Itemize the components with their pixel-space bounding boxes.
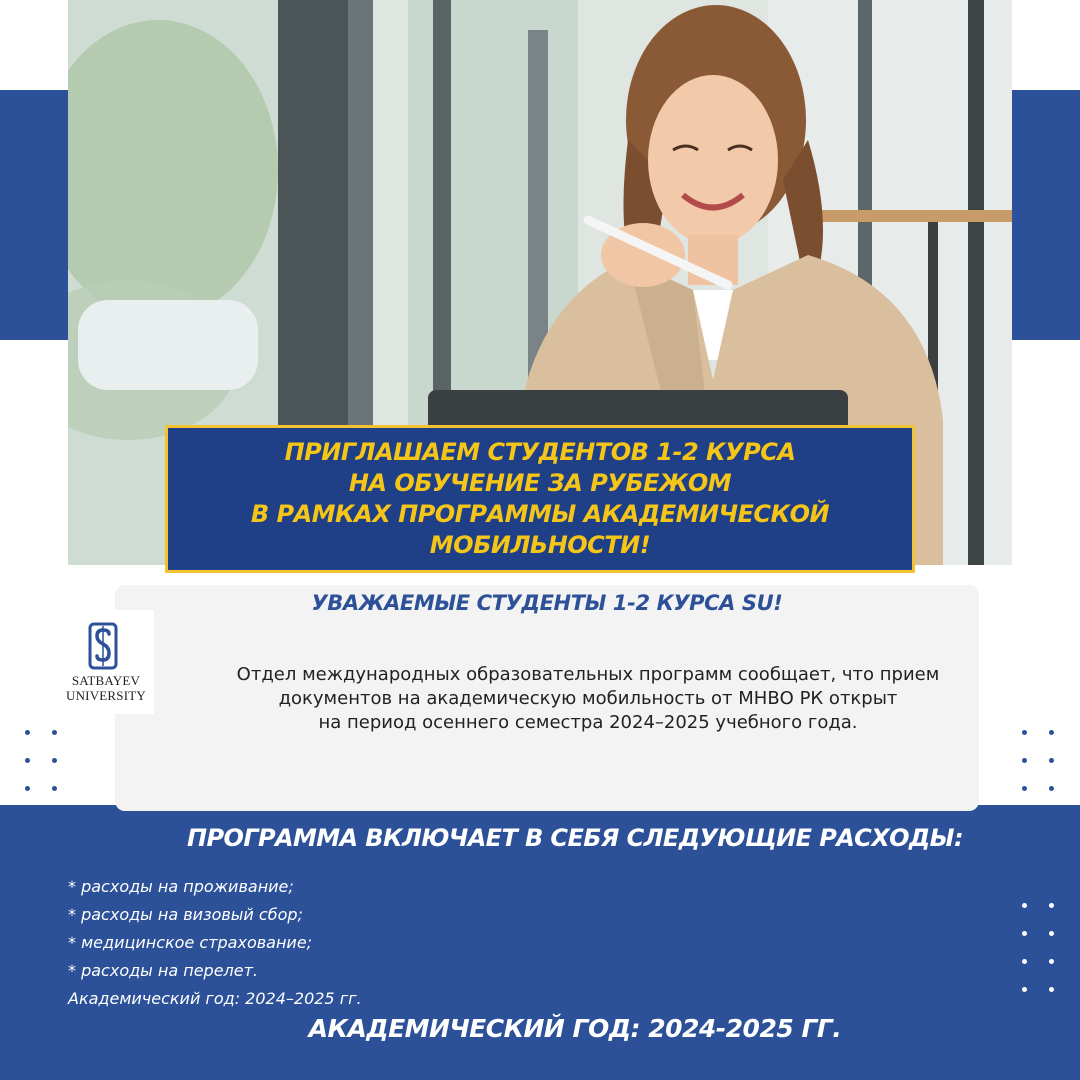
- logo-text-line2: UNIVERSITY: [66, 688, 146, 703]
- satbayev-s-emblem-icon: [88, 622, 118, 670]
- decorative-dot-grid: [1022, 903, 1054, 992]
- headline-line: В РАМКАХ ПРОГРАММЫ АКАДЕМИЧЕСКОЙ: [250, 500, 830, 528]
- academic-year-banner: АКАДЕМИЧЕСКИЙ ГОД: 2024-2025 ГГ.: [308, 1014, 842, 1043]
- message-line: документов на академическую мобильность от МНВО РК открыт: [278, 688, 898, 709]
- university-logo: [58, 610, 154, 714]
- greeting-heading: УВАЖАЕМЫЕ СТУДЕНТЫ 1-2 КУРСА SU!: [311, 591, 783, 615]
- message-line: на период осеннего семестра 2024–2025 учебного года.: [318, 712, 858, 733]
- headline-banner: [165, 425, 915, 573]
- info-card: [115, 585, 979, 811]
- list-item: * расходы на перелет.: [68, 961, 259, 980]
- left-blue-panel: [0, 90, 70, 340]
- decorative-dot-grid: [25, 730, 57, 819]
- announcement-message: [197, 663, 979, 735]
- academic-year-note: Академический год: 2024–2025 гг.: [68, 989, 362, 1008]
- decorative-dot-grid: [1022, 730, 1054, 819]
- headline-line: НА ОБУЧЕНИЕ ЗА РУБЕЖОМ: [348, 469, 732, 497]
- right-blue-panel: [1012, 90, 1080, 340]
- headline-line: МОБИЛЬНОСТИ!: [429, 531, 651, 559]
- list-item: * расходы на визовый сбор;: [68, 905, 303, 924]
- list-item: * расходы на проживание;: [68, 877, 294, 896]
- program-heading: ПРОГРАММА ВКЛЮЧАЕТ В СЕБЯ СЛЕДУЮЩИЕ РАСХОДЫ:: [187, 824, 963, 852]
- list-item: * медицинское страхование;: [68, 933, 313, 952]
- message-line: Отдел международных образовательных программ сообщает, что прием: [236, 664, 940, 685]
- headline-line: ПРИГЛАШАЕМ СТУДЕНТОВ 1-2 КУРСА: [284, 438, 796, 466]
- logo-text-line1: SATBAYEV: [71, 673, 141, 688]
- expense-list: [68, 873, 362, 1013]
